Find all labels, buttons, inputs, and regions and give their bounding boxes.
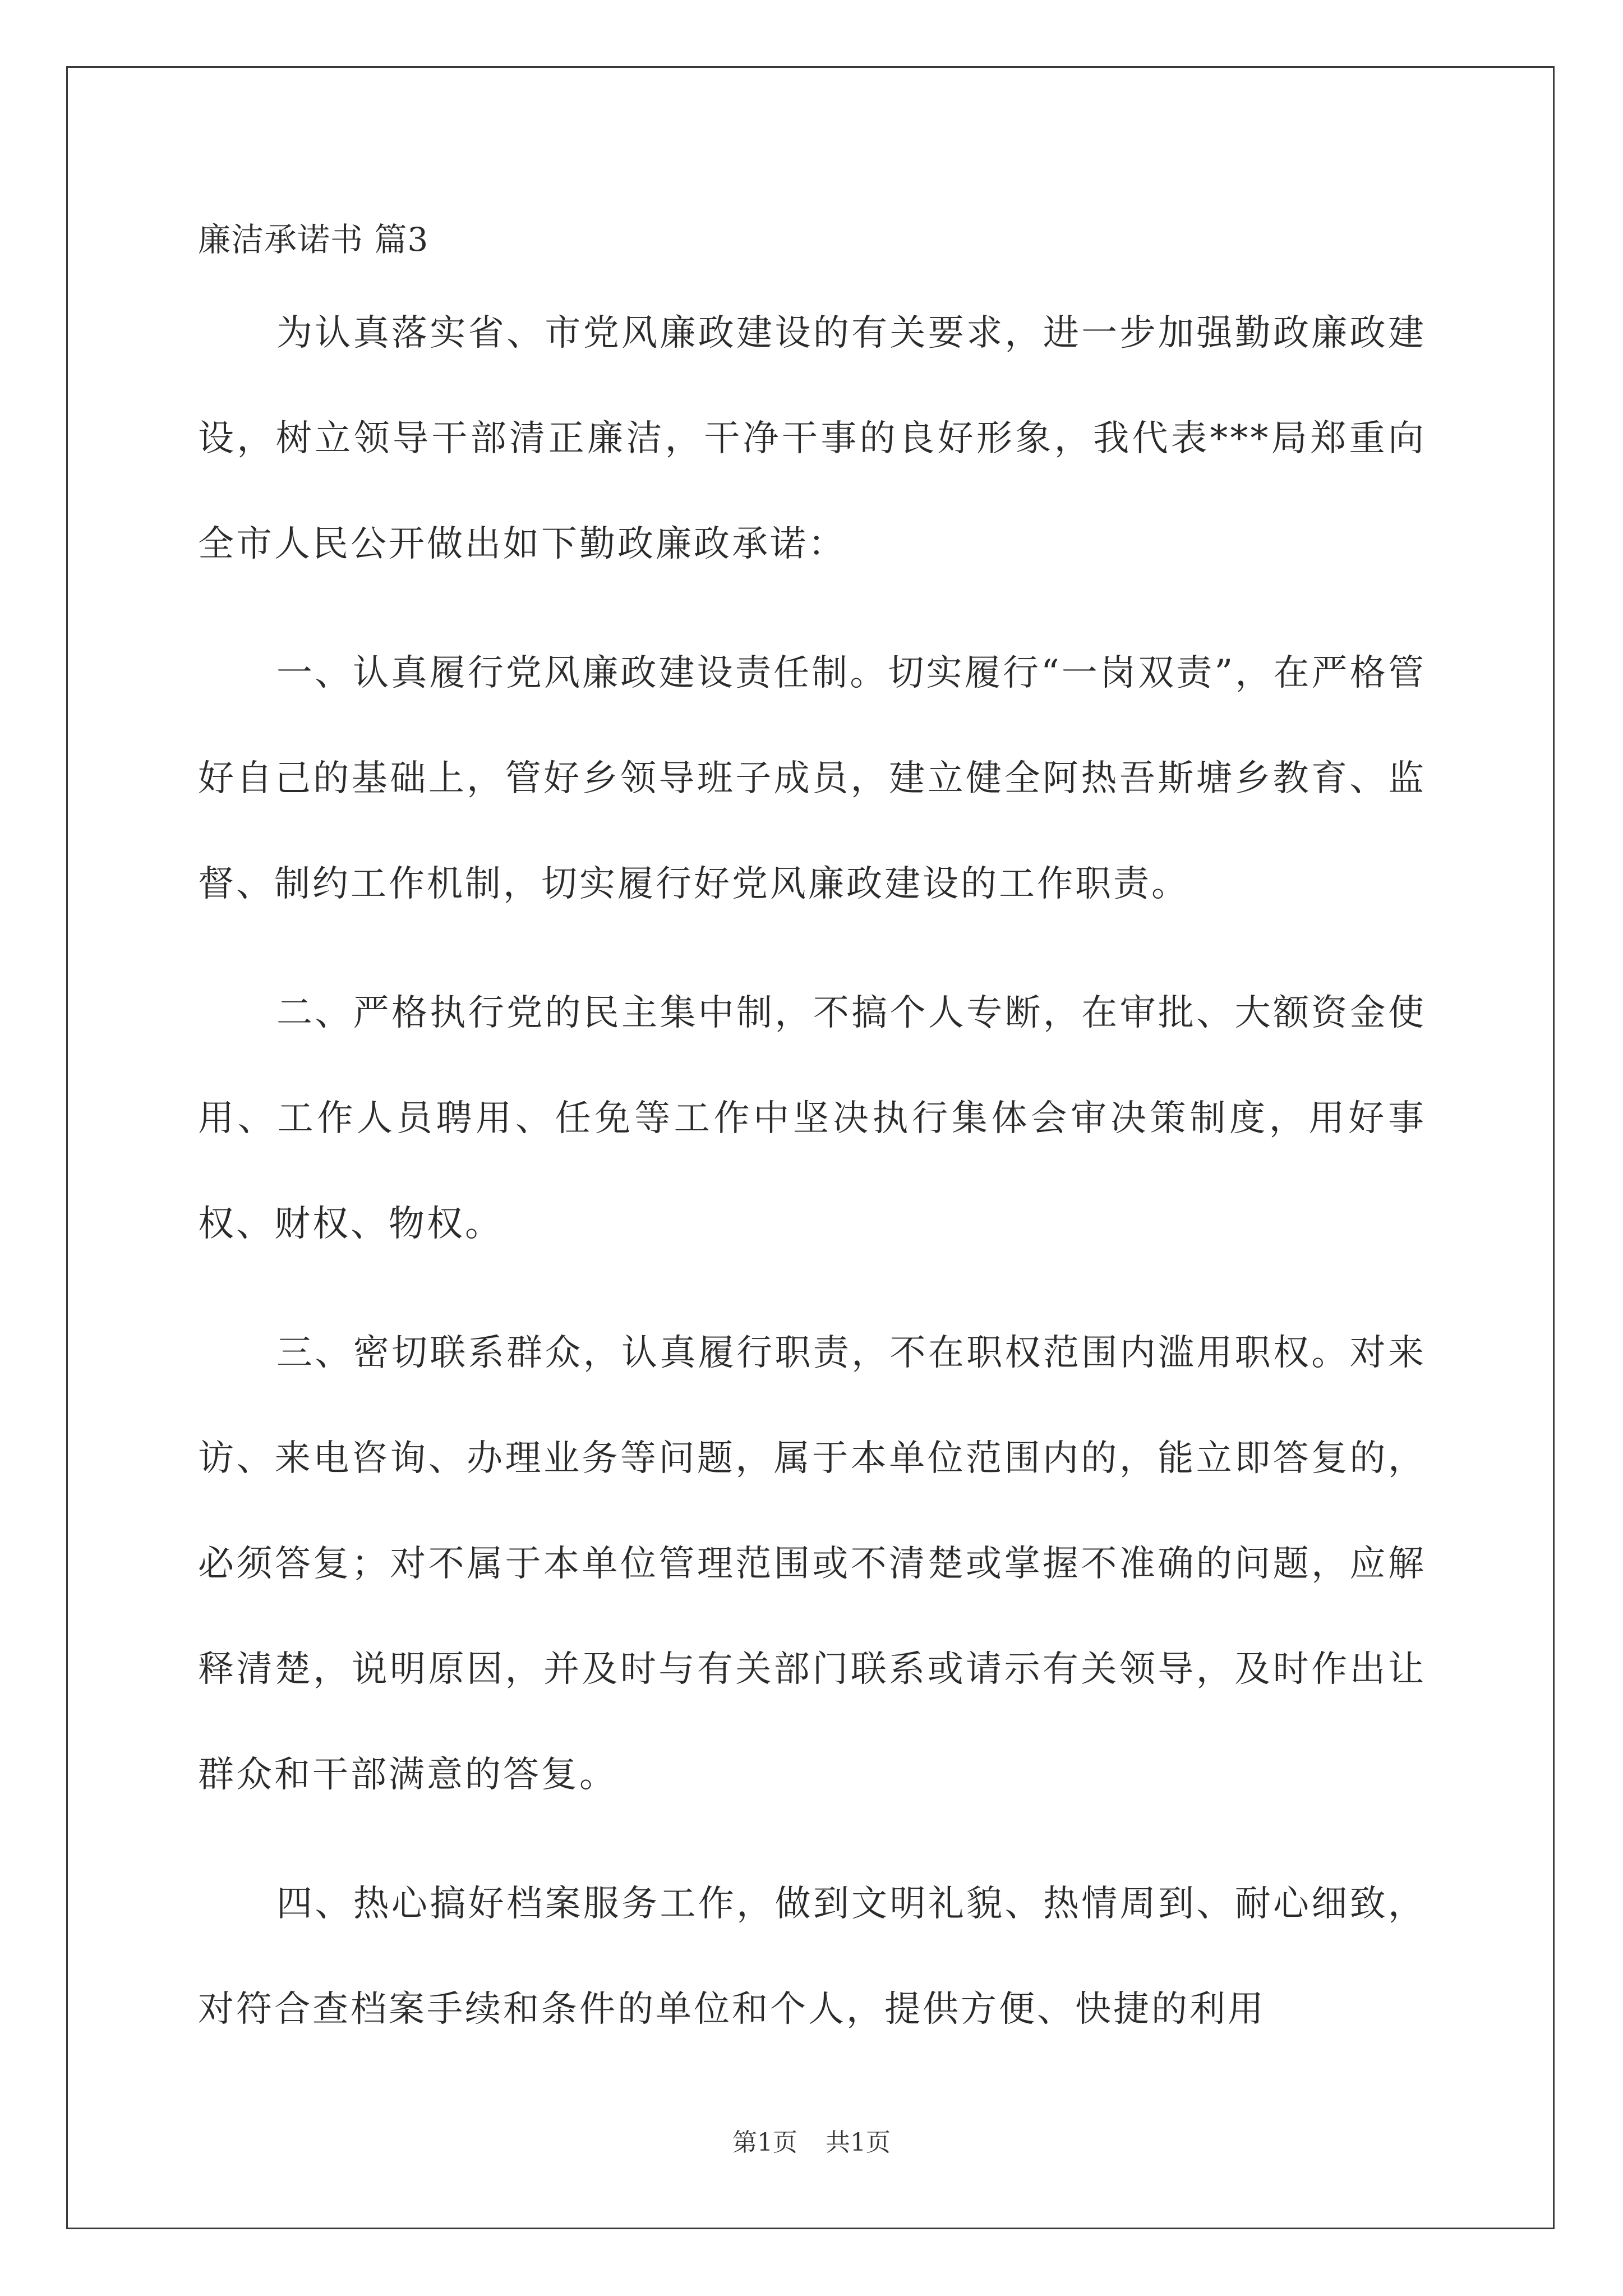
paragraph: 三、密切联系群众，认真履行职责，不在职权范围内滥用职权。对来访、来电咨询、办理业务等问题，属于本单位范围内的，能立即答复的，必须答复；对不属于本单位管理范围或不清楚或掌握不准确的问题，应解释清楚，说明原因，并及时与有关部门联系或请示有关领导，及时作出让群众和干部满意的答复。 xyxy=(198,1332,1426,1796)
paragraph: 为认真落实省、市党风廉政建设的有关要求，进一步加强勤政廉政建设，树立领导干部清正廉洁，干净干事的良好形象，我代表***局郑重向全市人民公开做出如下勤政廉政承诺： xyxy=(198,312,1426,565)
page-footer xyxy=(0,2128,1623,2157)
page-number: 第1页 xyxy=(732,2128,797,2157)
document-heading: 廉洁承诺书 篇3 xyxy=(198,220,429,259)
document-body xyxy=(198,280,1426,2086)
paragraph: 二、严格执行党的民主集中制，不搞个人专断，在审批、大额资金使用、工作人员聘用、任免等工作中坚决执行集体会审决策制度，用好事权、财权、物权。 xyxy=(198,992,1426,1245)
paragraph: 四、热心搞好档案服务工作，做到文明礼貌、热情周到、耐心细致，对符合查档案手续和条件的单位和个人，提供方便、快捷的利用 xyxy=(198,1883,1426,2030)
paragraph: 一、认真履行党风廉政建设责任制。切实履行“一岗双责”，在严格管好自己的基础上，管好乡领导班子成员，建立健全阿热吾斯塘乡教育、监督、制约工作机制，切实履行好党风廉政建设的工作职责。 xyxy=(198,652,1426,905)
page-total: 共1页 xyxy=(826,2128,891,2157)
